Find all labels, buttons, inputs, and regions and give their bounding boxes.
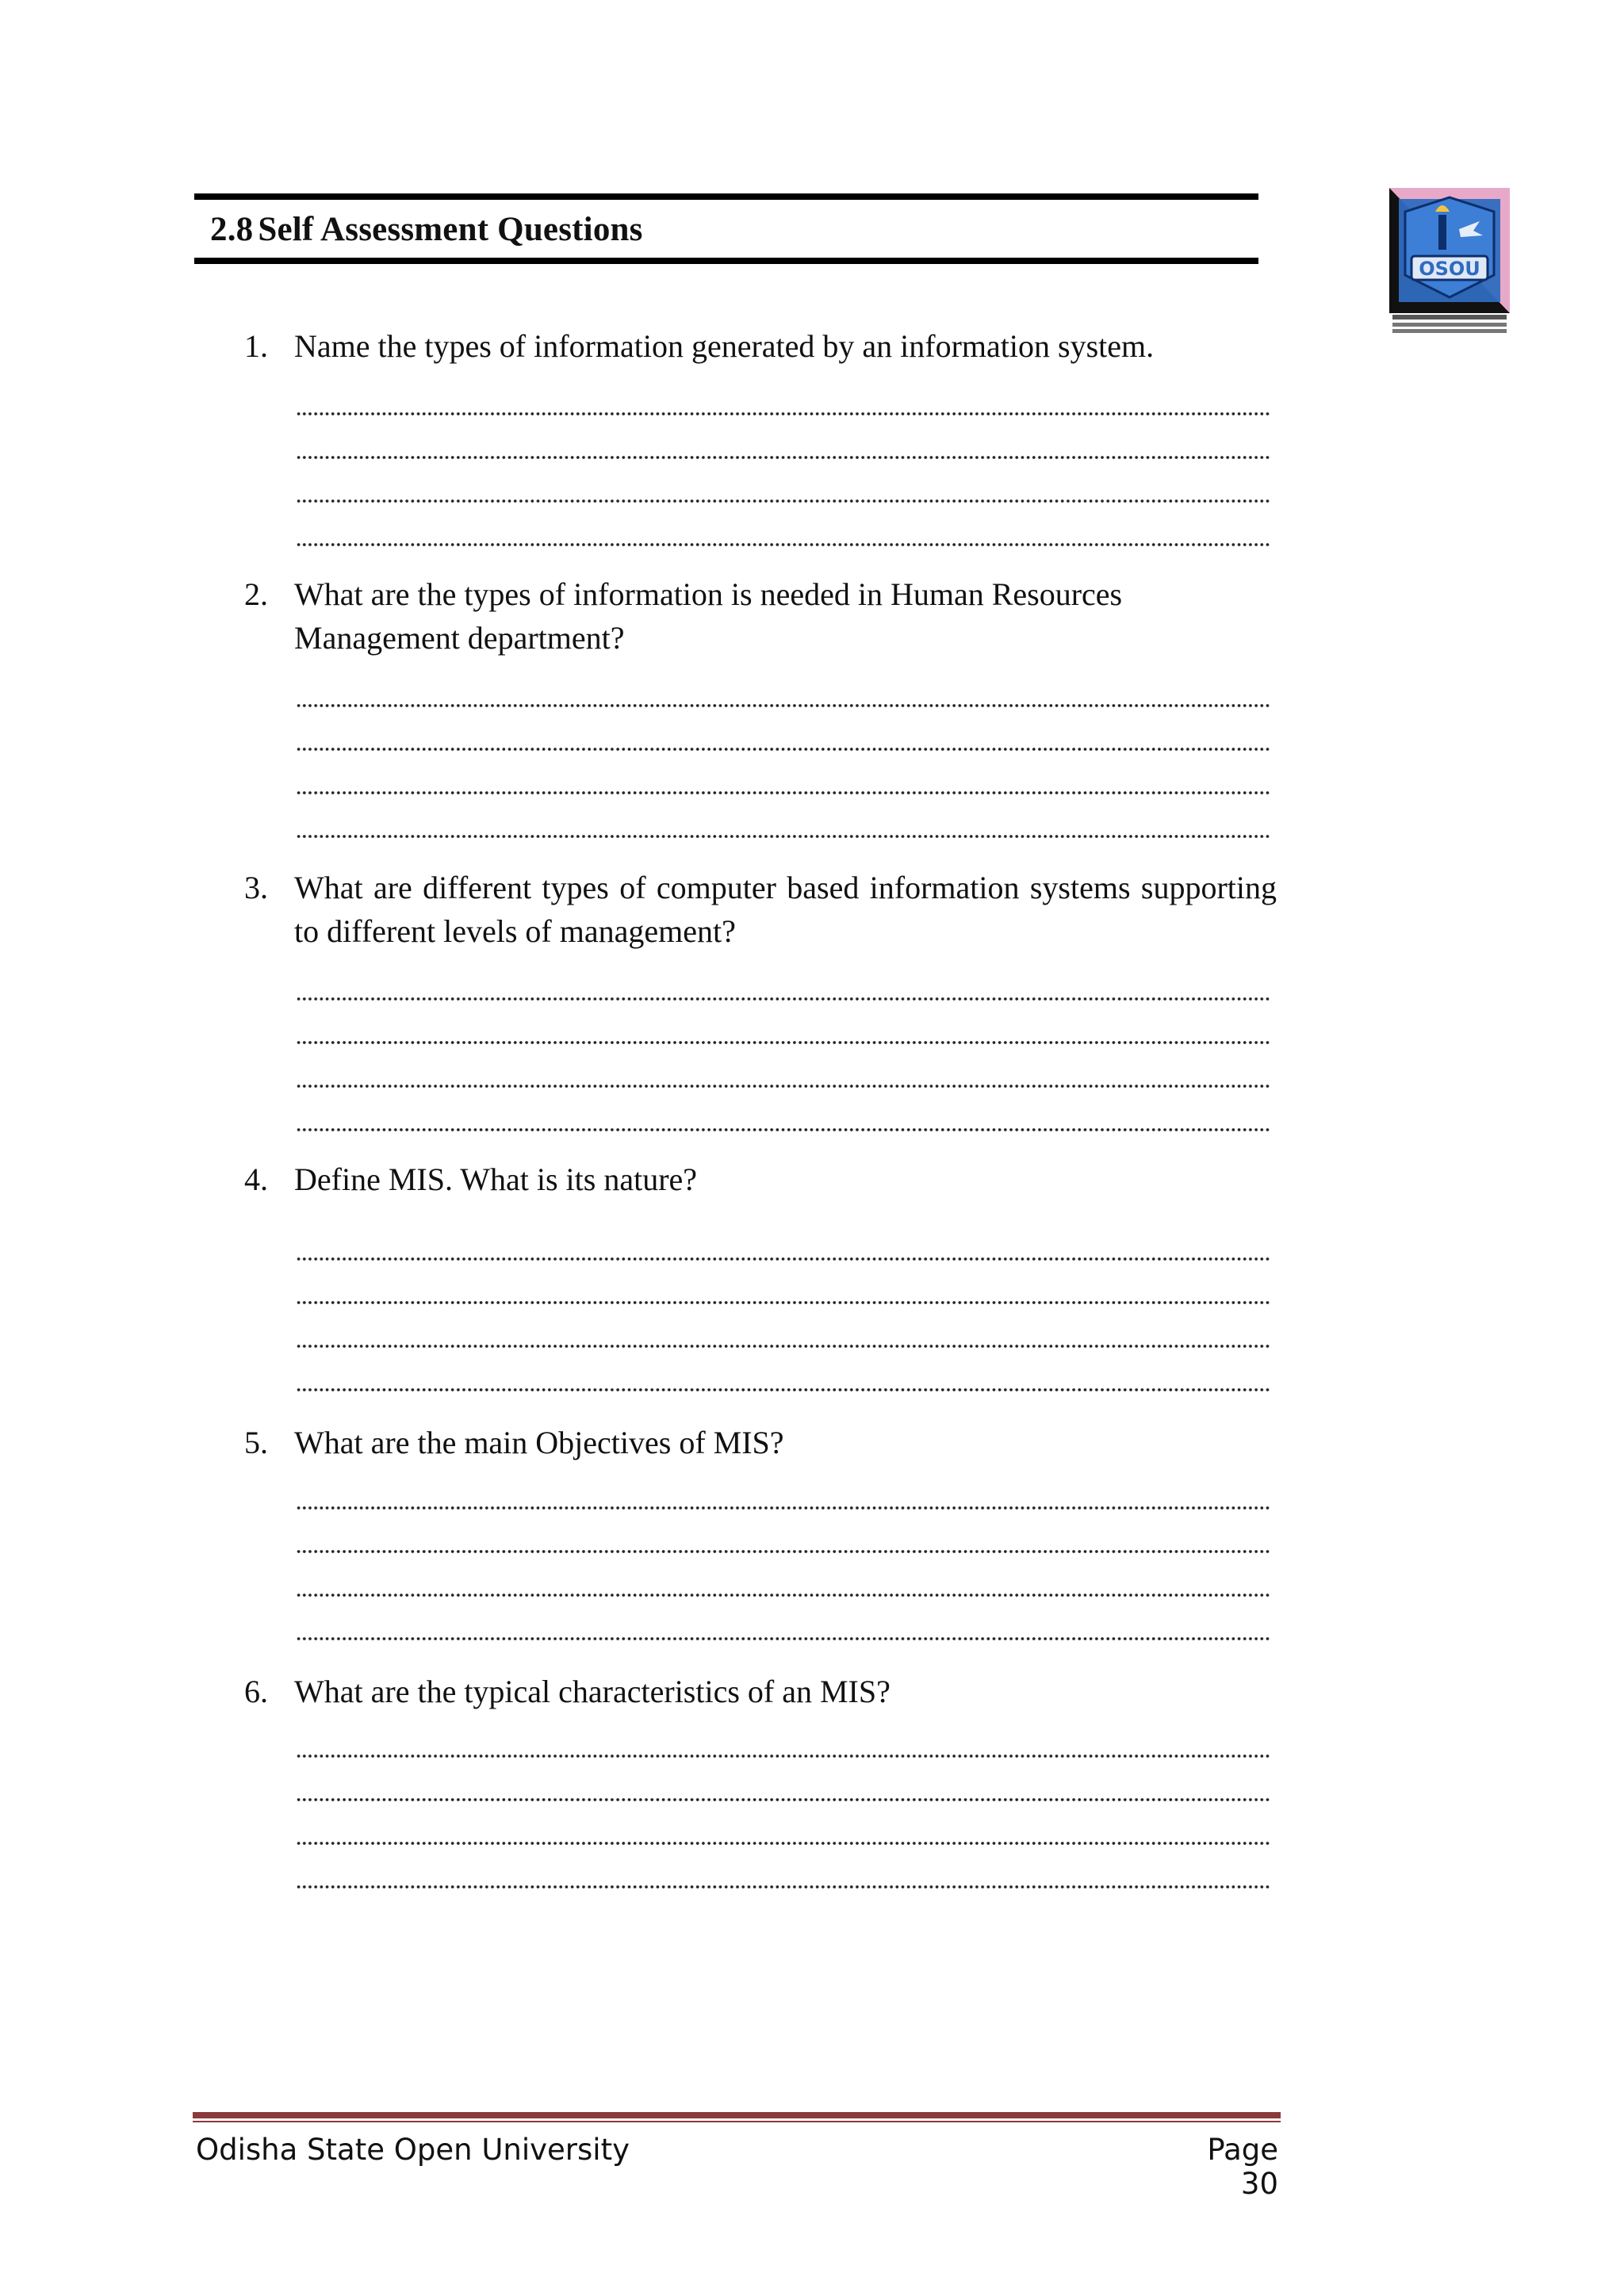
heading-rule-bottom xyxy=(194,258,1258,264)
section-title-text: Self Assessment Questions xyxy=(258,211,643,248)
question-text: What are the types of information is needed in Human Resources Management department? xyxy=(294,576,1123,656)
answer-line[interactable] xyxy=(296,997,1270,1001)
question-number: 4. xyxy=(244,1161,268,1197)
answer-line[interactable] xyxy=(296,1798,1270,1801)
answer-line[interactable] xyxy=(296,1301,1270,1304)
question-number: 2. xyxy=(244,576,268,612)
answer-line[interactable] xyxy=(296,1257,1270,1261)
question-text: Define MIS. What is its nature? xyxy=(294,1161,698,1197)
answer-line[interactable] xyxy=(296,499,1270,503)
osou-logo-icon xyxy=(1389,188,1510,335)
question-1 xyxy=(244,324,1277,368)
section-number: 2.8 xyxy=(210,211,254,248)
answer-line[interactable] xyxy=(296,543,1270,546)
question-5 xyxy=(244,1421,1277,1464)
question-text: What are the typical characteristics of an MIS? xyxy=(294,1674,891,1709)
answer-line[interactable] xyxy=(296,1885,1270,1888)
section-heading xyxy=(194,193,1258,264)
question-number: 3. xyxy=(244,870,268,905)
question-number: 1. xyxy=(244,328,268,364)
answer-line[interactable] xyxy=(296,1128,1270,1131)
answer-line[interactable] xyxy=(296,791,1270,794)
answer-line[interactable] xyxy=(296,456,1270,459)
answer-line[interactable] xyxy=(296,1842,1270,1845)
answer-line[interactable] xyxy=(296,1388,1270,1391)
question-2 xyxy=(244,572,1277,660)
logo-text: OSOU xyxy=(1419,258,1480,280)
answer-line[interactable] xyxy=(296,835,1270,838)
question-6 xyxy=(244,1670,1277,1713)
footer-rule xyxy=(193,2112,1281,2118)
answer-line[interactable] xyxy=(296,1550,1270,1553)
answer-line[interactable] xyxy=(296,1637,1270,1640)
answer-line[interactable] xyxy=(296,748,1270,751)
answer-line[interactable] xyxy=(296,1345,1270,1348)
question-3 xyxy=(244,866,1277,953)
question-number: 5. xyxy=(244,1425,268,1460)
section-title xyxy=(194,200,1258,258)
question-text: Name the types of information generated by an information system. xyxy=(294,328,1155,364)
question-text: What are the main Objectives of MIS? xyxy=(294,1425,784,1460)
page-number: Page 30 xyxy=(1207,2133,1278,2201)
answer-line[interactable] xyxy=(296,1594,1270,1597)
answer-line[interactable] xyxy=(296,1085,1270,1088)
question-number: 6. xyxy=(244,1674,268,1709)
question-text: What are different types of computer based information systems supporting to different levels of management? xyxy=(294,870,1277,949)
answer-line[interactable] xyxy=(296,1041,1270,1044)
answer-line[interactable] xyxy=(296,1755,1270,1758)
answer-line[interactable] xyxy=(296,412,1270,415)
answer-line[interactable] xyxy=(296,704,1270,707)
footer-rule-thin xyxy=(193,2121,1281,2122)
heading-rule-top xyxy=(194,193,1258,200)
footer-university: Odisha State Open University xyxy=(196,2133,630,2167)
answer-line[interactable] xyxy=(296,1506,1270,1510)
question-4 xyxy=(244,1158,1277,1201)
